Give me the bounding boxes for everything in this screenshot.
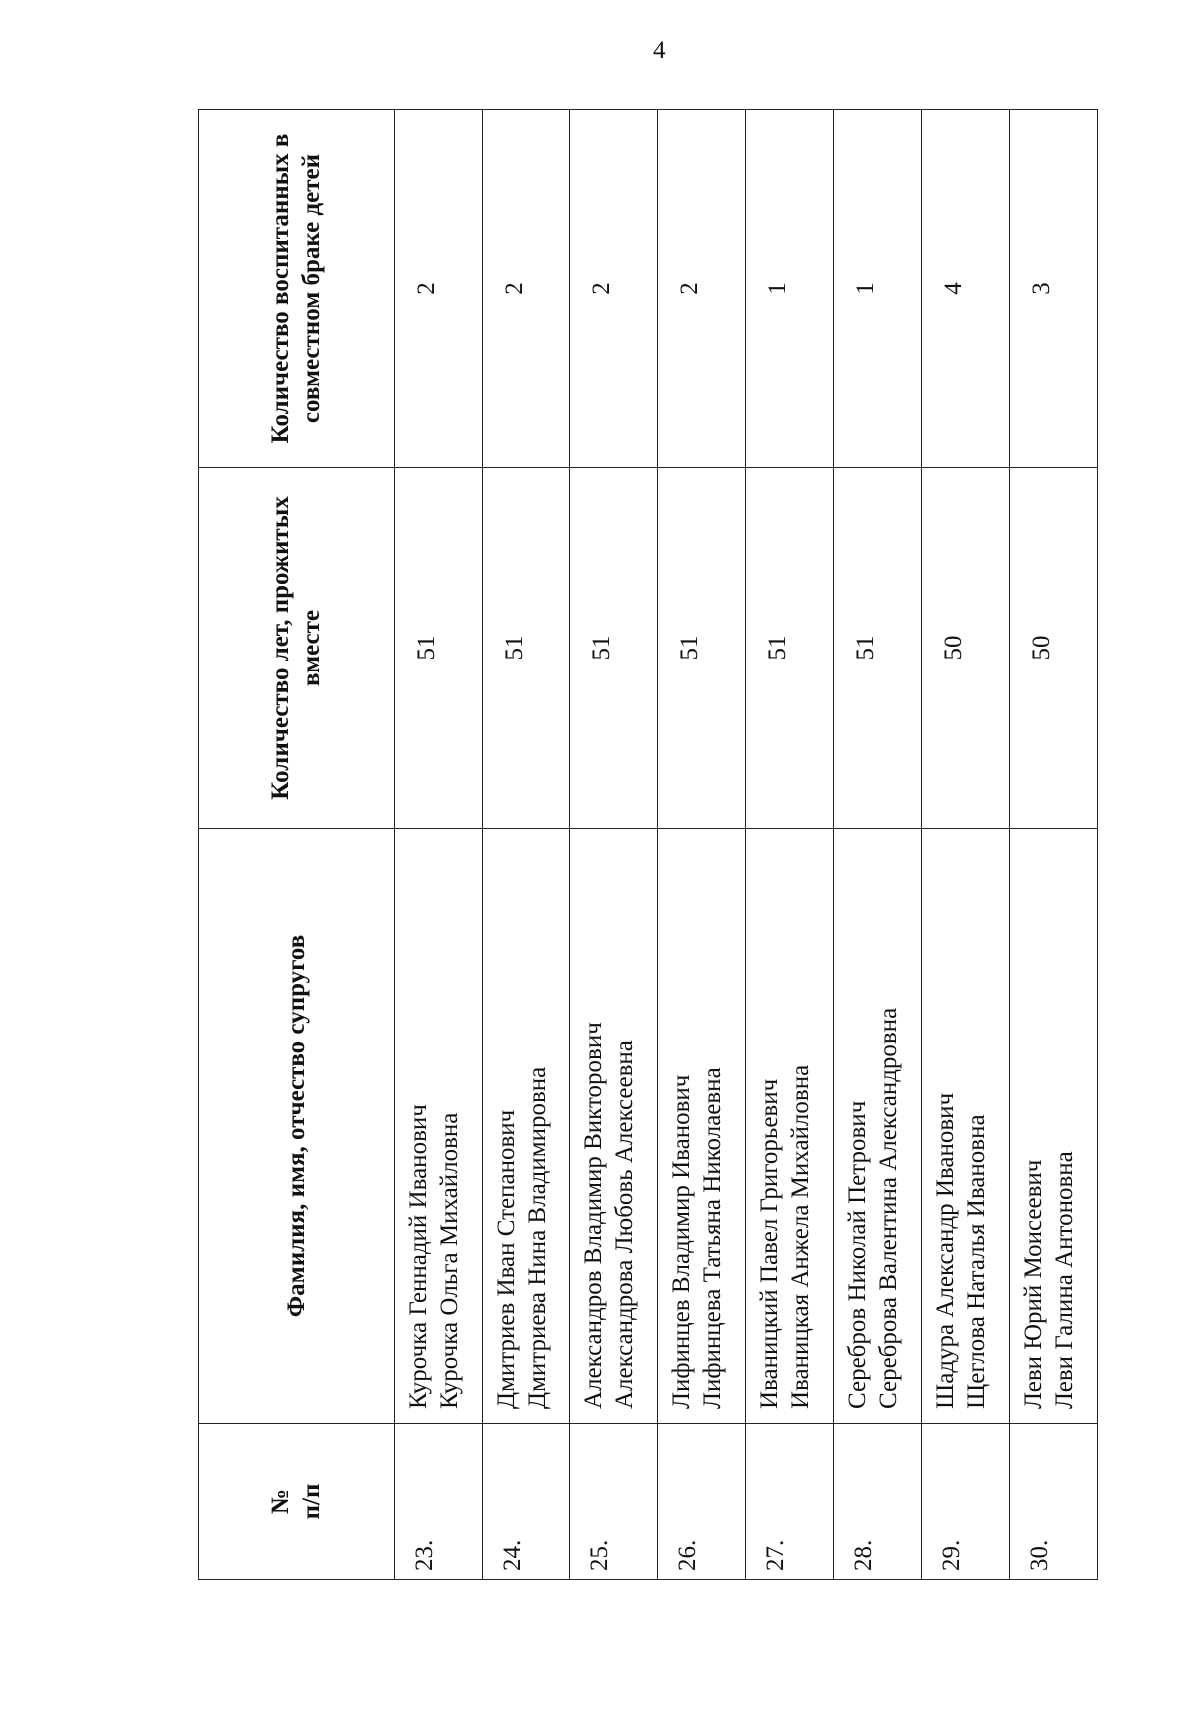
children-count: 2 bbox=[570, 110, 658, 468]
wife-name: Дмитриева Нина Владимировна bbox=[523, 1066, 551, 1409]
table-body bbox=[199, 110, 1098, 1580]
spouse-names-cell bbox=[922, 829, 1010, 1424]
row-number: 30. bbox=[1009, 1424, 1097, 1580]
header-number-line2: п/п bbox=[298, 1483, 326, 1520]
header-number bbox=[199, 1424, 395, 1580]
years-together: 50 bbox=[1009, 468, 1097, 829]
wife-name: Иваницкая Анжела Михайловна bbox=[787, 1064, 815, 1409]
husband-name: Курочка Геннадий Иванович bbox=[404, 1104, 432, 1409]
children-count: 2 bbox=[394, 110, 482, 468]
children-count: 1 bbox=[746, 110, 834, 468]
husband-name: Лифинцев Владимир Иванович bbox=[668, 1074, 696, 1409]
table-header-row bbox=[199, 110, 395, 1580]
years-together: 51 bbox=[658, 468, 746, 829]
years-together: 51 bbox=[570, 468, 658, 829]
wife-name: Щеглова Наталья Ивановна bbox=[963, 1114, 991, 1409]
years-together: 51 bbox=[482, 468, 570, 829]
row-number: 24. bbox=[482, 1424, 570, 1580]
children-count: 2 bbox=[482, 110, 570, 468]
wife-name: Курочка Ольга Михайловна bbox=[435, 1112, 463, 1409]
husband-name: Серебров Николай Петрович bbox=[844, 1100, 872, 1409]
table-row bbox=[746, 110, 834, 1580]
table-row bbox=[1009, 110, 1097, 1580]
header-number-line1: № bbox=[267, 1488, 295, 1515]
header-children: Количество воспитанных в совместном браке детей bbox=[199, 110, 395, 468]
header-years: Количество лет, прожитых вместе bbox=[199, 468, 395, 829]
row-number: 26. bbox=[658, 1424, 746, 1580]
spouse-names-cell bbox=[746, 829, 834, 1424]
table-row bbox=[482, 110, 570, 1580]
wife-name: Лифинцева Татьяна Николаевна bbox=[699, 1067, 727, 1409]
page-number: 4 bbox=[653, 37, 666, 64]
children-count: 3 bbox=[1009, 110, 1097, 468]
children-count: 1 bbox=[834, 110, 922, 468]
wife-name: Леви Галина Антоновна bbox=[1050, 1151, 1078, 1409]
husband-name: Шадура Александр Иванович bbox=[932, 1092, 960, 1409]
years-together: 51 bbox=[834, 468, 922, 829]
years-together: 51 bbox=[394, 468, 482, 829]
spouse-names-cell bbox=[834, 829, 922, 1424]
row-number: 29. bbox=[922, 1424, 1010, 1580]
children-count: 4 bbox=[922, 110, 1010, 468]
spouses-table bbox=[198, 109, 1098, 1580]
spouse-names-cell bbox=[658, 829, 746, 1424]
husband-name: Дмитриев Иван Степанович bbox=[492, 1109, 520, 1409]
rotated-table-frame bbox=[198, 110, 1098, 1580]
table-row bbox=[658, 110, 746, 1580]
wife-name: Александрова Любовь Алексеевна bbox=[611, 1040, 639, 1409]
table-container bbox=[198, 110, 1098, 1580]
table-row bbox=[394, 110, 482, 1580]
years-together: 51 bbox=[746, 468, 834, 829]
years-together: 50 bbox=[922, 468, 1010, 829]
table-row bbox=[570, 110, 658, 1580]
header-names: Фамилия, имя, отчество супругов bbox=[199, 829, 395, 1424]
husband-name: Леви Юрий Моисеевич bbox=[1019, 1159, 1047, 1409]
row-number: 23. bbox=[394, 1424, 482, 1580]
table-row bbox=[834, 110, 922, 1580]
spouse-names-cell bbox=[394, 829, 482, 1424]
row-number: 27. bbox=[746, 1424, 834, 1580]
row-number: 25. bbox=[570, 1424, 658, 1580]
husband-name: Александров Владимир Викторович bbox=[580, 1022, 608, 1409]
husband-name: Иваницкий Павел Григорьевич bbox=[756, 1078, 784, 1409]
wife-name: Сереброва Валентина Александровна bbox=[875, 1007, 903, 1409]
row-number: 28. bbox=[834, 1424, 922, 1580]
spouse-names-cell bbox=[482, 829, 570, 1424]
table-row bbox=[922, 110, 1010, 1580]
children-count: 2 bbox=[658, 110, 746, 468]
spouse-names-cell bbox=[1009, 829, 1097, 1424]
spouse-names-cell bbox=[570, 829, 658, 1424]
